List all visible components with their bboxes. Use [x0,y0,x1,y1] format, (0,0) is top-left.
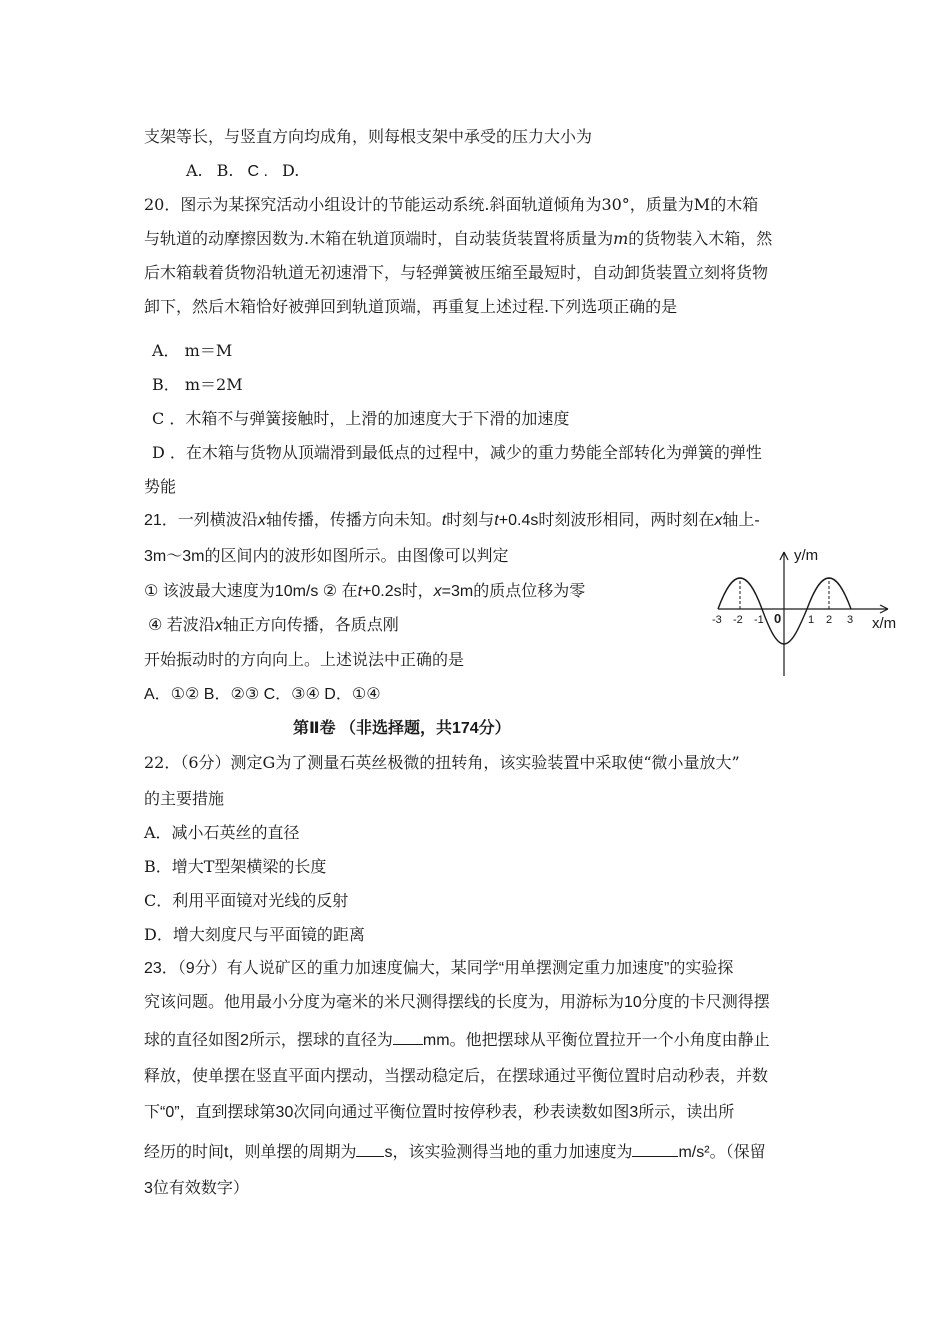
q21-l1-d: +0.4s时刻波形相同，两时刻在 [498,512,715,529]
tick-label: 1 [808,614,815,626]
q23-line3-a: 球的直径如图2所示，摆球的直径为 [144,1032,393,1049]
q21-line2: 3m～3m的区间内的波形如图所示。由图像可以判定 [144,548,509,565]
q23-line6-b: s，该实验测得当地的重力加速度为 [384,1144,633,1161]
q21-line3 [144,582,585,602]
q20-option-c: C ．木箱不与弹簧接触时，上滑的加速度大于下滑的加速度 [152,409,570,428]
q19-line1: 支架等长，与竖直方向均成角，则每根支架中承受的压力大小为 [144,127,593,146]
origin-label: 0 [774,611,782,626]
q20-line3: 后木箱载着货物沿轨道无初速滑下，与轻弹簧被压缩至最短时，自动卸货装置立刻将货物 [144,263,769,282]
q20-line2-end: 的货物装入木箱，然 [628,229,773,248]
q20-option-d: D ．在木箱与货物从顶端滑到最低点的过程中，减少的重力势能全部转化为弹簧的弹性 [152,443,762,462]
y-axis-label: y/m [794,547,819,564]
tick-label: 2 [826,614,833,626]
section-2-title: 第Ⅱ卷 （非选择题，共174分） [293,720,511,737]
q19-options [186,161,299,182]
q21-var-t: t [441,512,447,529]
q21-l1-e: 轴上- [722,512,760,529]
q19-option-b: B. [216,161,234,180]
q19-option-d: D. [281,161,300,180]
q20-line2-text: 与轨道的动摩擦因数为.木箱在轨道顶端时，自动装货装置将质量为 [144,229,614,248]
q19-option-c: C . [247,163,268,180]
q21-l3-var-t: t [357,583,363,600]
q23-line5: 下“0”，直到摆球第30次同向通过平衡位置时按停秒表，秒表读数如图3所示，读出所 [144,1104,735,1121]
q21-line4 [148,616,399,636]
q21-options: A．①② B．②③ C．③④ D．①④ [144,686,381,703]
q20-line4: 卸下，然后木箱恰好被弹回到轨道顶端，再重复上述过程.下列选项正确的是 [144,297,678,316]
q21-l3-a: ① 该波最大速度为10m/s ② 在 [144,583,358,600]
q21-l1-a: 21．一列横波沿 [144,512,258,529]
x-axis-label: x/m [872,615,897,632]
q20-option-d-cont: 势能 [144,477,177,496]
wave-graph [712,540,912,680]
q23-line6-c: m/s²。（保留 [678,1144,766,1161]
answer-blank-gravity[interactable] [632,1141,678,1157]
q22-line2: 的主要措施 [144,789,225,808]
q20-option-b: B． m＝2M [152,375,243,394]
q21-l4-b: 轴正方向传播，各质点刚 [222,617,399,634]
q20-line1: 20．图示为某探究活动小组设计的节能运动系统.斜面轨道倾角为30°，质量为M的木箱 [144,195,759,214]
q20-line2 [144,229,772,249]
q21-l4-var-x: x [214,617,223,634]
q21-var-x: x [257,512,266,529]
q21-l1-b: 轴传播，传播方向未知。 [265,512,442,529]
q20-var-m: m [613,229,629,248]
q23-line2: 究该问题。他用最小分度为毫米的米尺测得摆线的长度为，用游标为10分度的卡尺测得摆 [144,994,770,1011]
q23-line7: 3位有效数字） [144,1180,249,1197]
tick-label: 3 [847,614,854,626]
answer-blank-period[interactable] [356,1141,384,1157]
q22-option-d: D．增大刻度尺与平面镜的距离 [144,925,365,944]
q21-l4-a: ④ 若波沿 [148,617,215,634]
q23-line6-a: 经历的时间t，则单摆的周期为 [144,1144,357,1161]
q21-line1 [144,511,760,531]
q22-option-b: B．增大T型架横梁的长度 [144,857,327,876]
tick-label: -1 [754,614,764,626]
tick-label: -2 [733,614,743,626]
q23-line4: 释放，使单摆在竖直平面内摆动，当摆动稳定后，在摆球通过平衡位置时启动秒表，并数 [144,1068,769,1085]
answer-blank-diameter[interactable] [393,1029,423,1045]
q23-line3-b: mm。他把摆球从平衡位置拉开一个小角度由静止 [422,1032,770,1049]
q20-option-a: A． m＝M [152,341,233,360]
tick-label: -3 [712,614,722,626]
q23-line1: 23．（9分）有人说矿区的重力加速度偏大，某同学“用单摆测定重力加速度”的实验探 [144,960,734,977]
q22-line1: 22．（6分）测定G为了测量石英丝极微的扭转角，该实验装置中采取使“微小量放大” [144,753,740,772]
q22-option-a: A．减小石英丝的直径 [144,823,300,842]
q23-line3 [144,1029,770,1051]
q21-l3-c: =3m的质点位移为零 [441,583,586,600]
q21-l3-b: +0.2s时， [362,583,434,600]
q21-var-x2: x [714,512,723,529]
q22-option-c: C．利用平面镜对光线的反射 [144,891,349,910]
q21-l3-var-x: x [433,583,442,600]
q21-l1-c: 时刻与 [446,512,495,529]
q21-line5: 开始振动时的方向向上。上述说法中正确的是 [144,652,465,669]
q19-option-a: A. [186,161,203,180]
q23-line6 [144,1141,766,1163]
q21-var-t2: t [494,512,499,529]
